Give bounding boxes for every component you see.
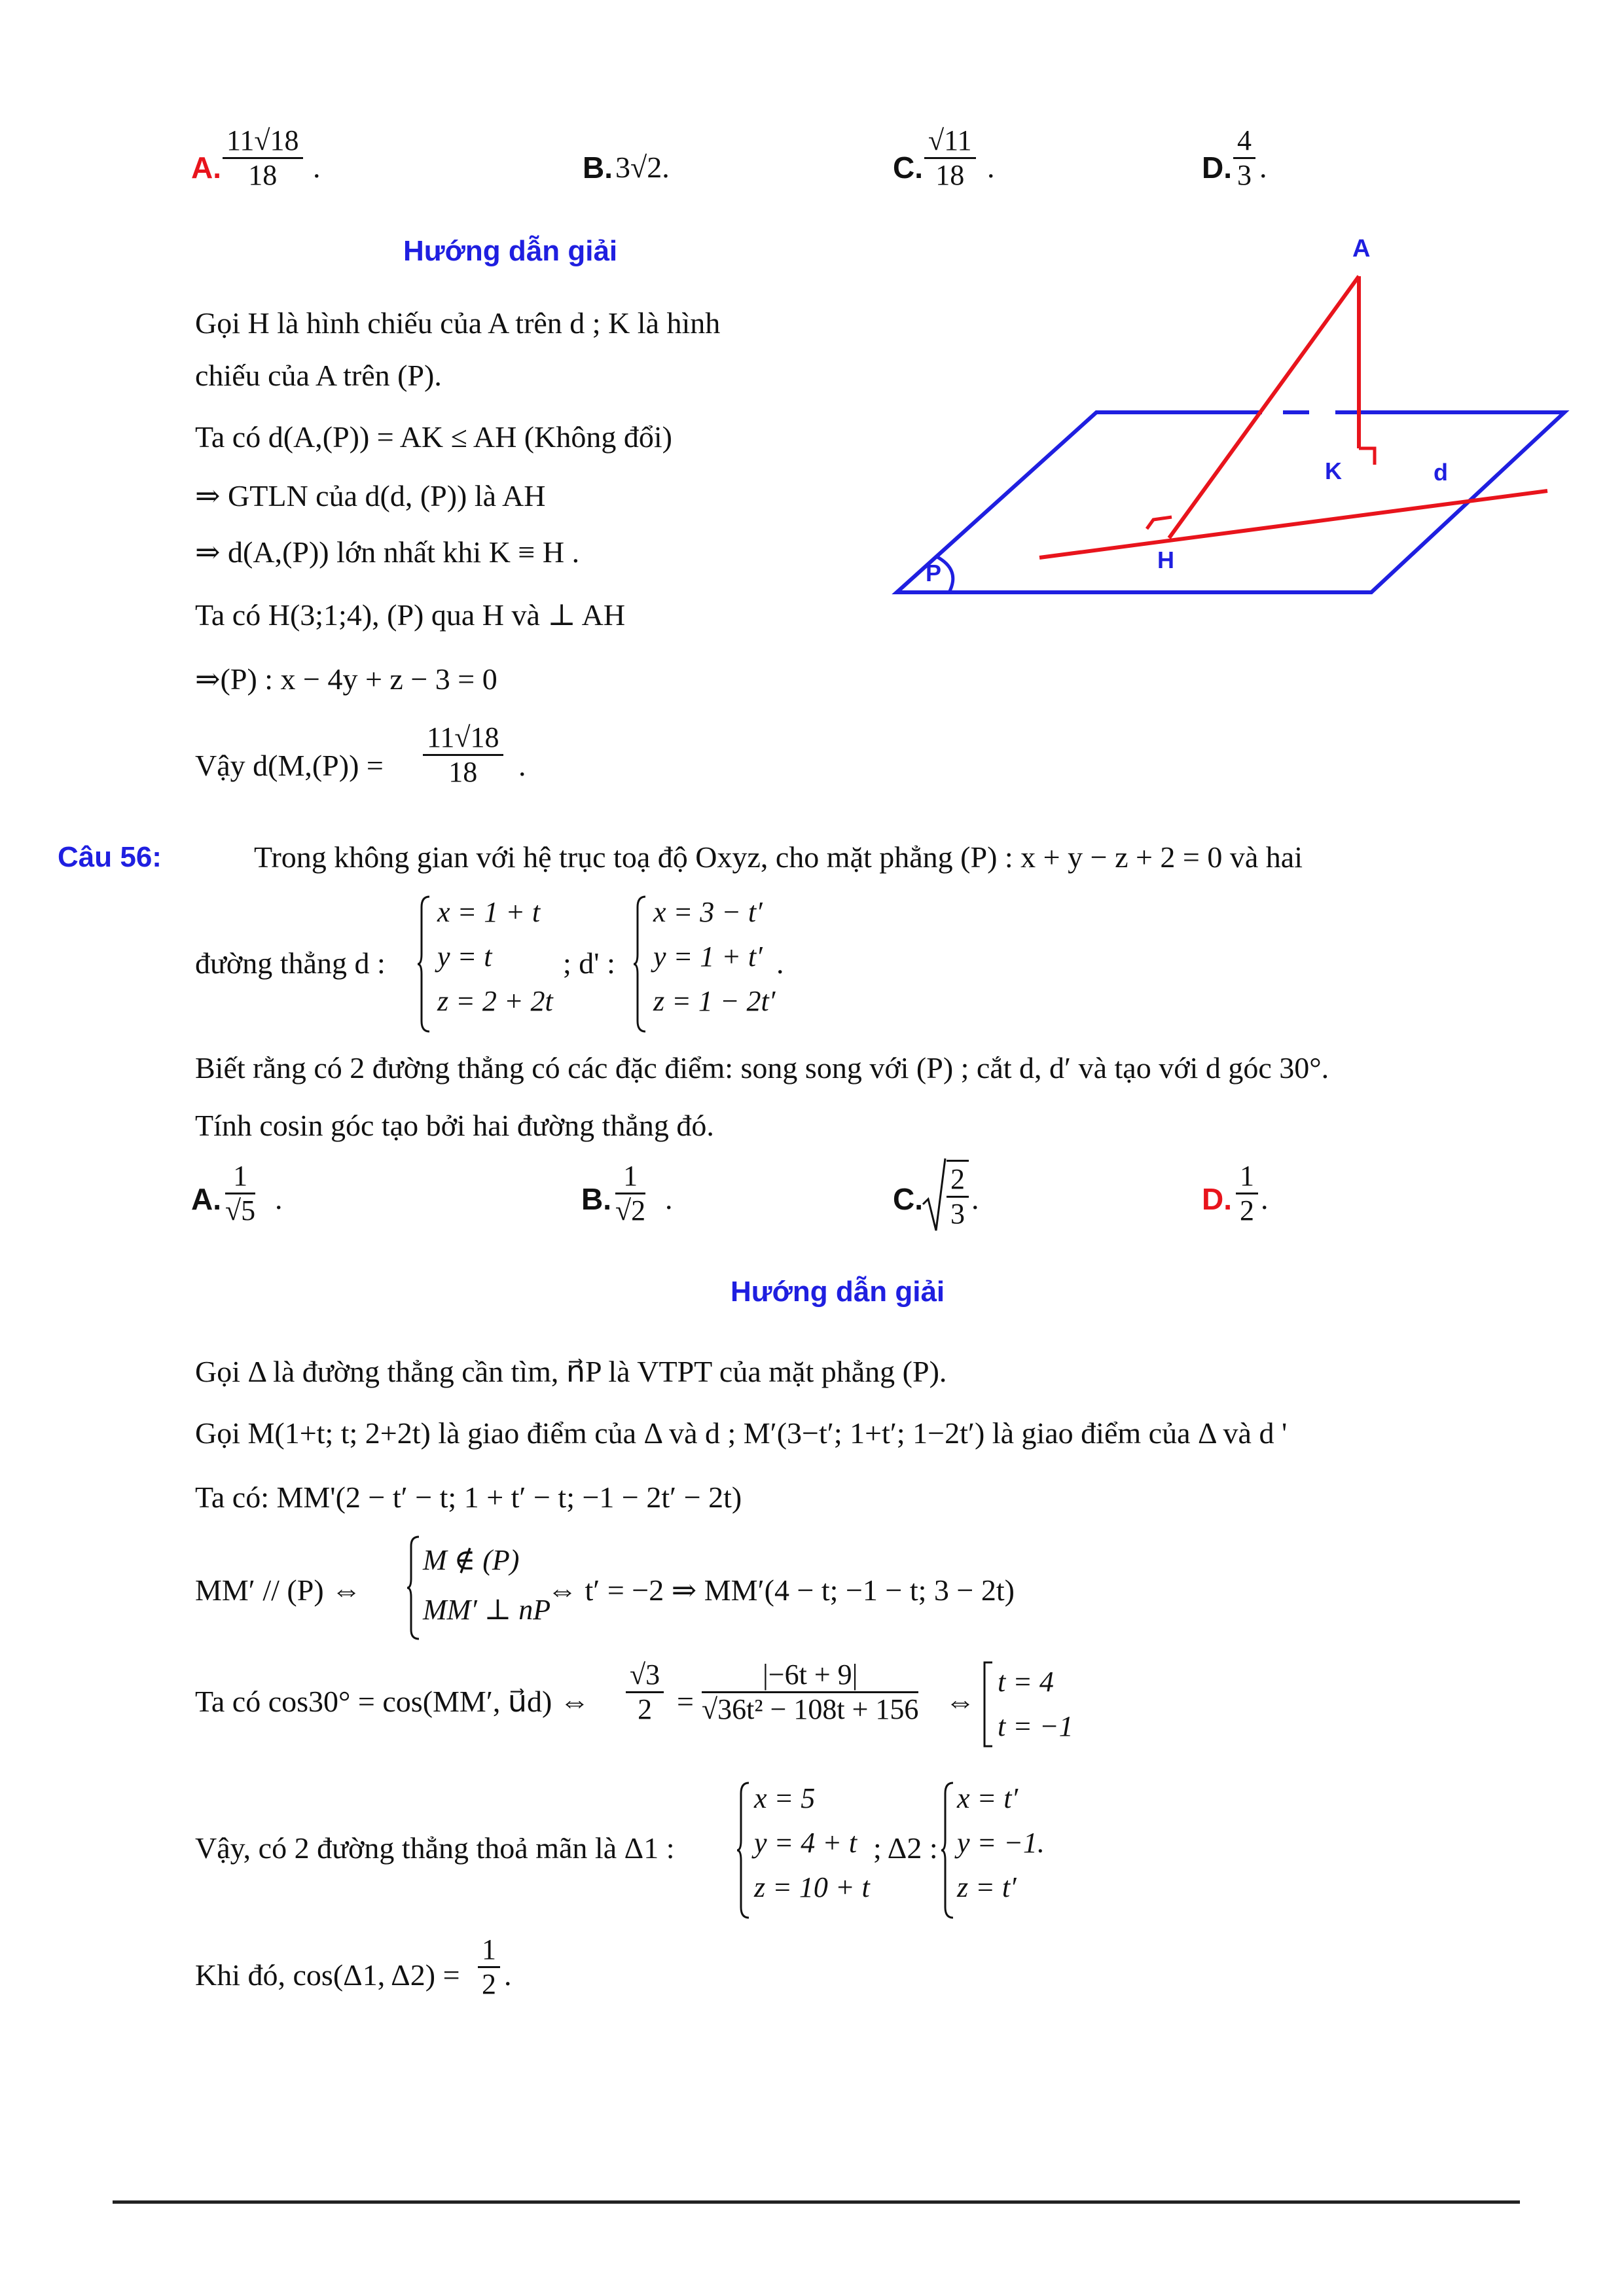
- d-eq-z: z = 2 + 2t: [437, 985, 553, 1017]
- label-d: d: [1434, 459, 1448, 486]
- q55-line-6: Ta có H(3;1;4), (P) qua H và ⊥ AH: [195, 598, 626, 632]
- q56-answer-b-letter: B.: [581, 1182, 611, 1216]
- label-h: H: [1157, 547, 1174, 573]
- sol5-frac2-num: |−6t + 9|: [762, 1659, 858, 1691]
- sol7-num: 1: [482, 1933, 496, 1965]
- q56-sol-4-suffix: ⇔ t′ = −2 ⇒ MM′(4 − t; −1 − t; 3 − 2t): [547, 1573, 1015, 1607]
- dp-system: [653, 890, 775, 1024]
- dp-brace: [632, 894, 648, 1034]
- q55-answer-a-tail: .: [313, 151, 321, 184]
- q55-answer-a-letter: A.: [191, 151, 221, 185]
- q55-line-5: ⇒ d(A,(P)) lớn nhất khi K ≡ H .: [195, 535, 580, 569]
- q55-answer-d-tail: .: [1259, 151, 1267, 184]
- q56-answer-a-dot: .: [275, 1182, 283, 1215]
- sol5-equals: =: [677, 1685, 694, 1718]
- q55-conclusion: Vậy d(M,(P)) =: [195, 749, 384, 782]
- q55-answer-b-text: 3√2.: [615, 151, 670, 184]
- q55-line-2: chiếu của A trên (P).: [195, 359, 442, 392]
- q56-answer-d-dot: .: [1261, 1182, 1269, 1215]
- q55-answer-a-den: 18: [248, 159, 278, 191]
- q56-answer-a-letter: A.: [191, 1182, 221, 1216]
- q55-answer-d-fraction: [1233, 124, 1255, 192]
- q55-figure: [890, 223, 1578, 615]
- dp-end-dot: .: [776, 946, 784, 980]
- delta1-eq-z: z = 10 + t: [754, 1871, 870, 1903]
- q56-answer-b-dot: .: [665, 1182, 673, 1215]
- right-angle-k: [1359, 448, 1375, 465]
- q56-guide-title: Hướng dẫn giải: [731, 1276, 945, 1308]
- line-d: [1039, 491, 1547, 558]
- q55-answer-c-fraction: [924, 124, 976, 192]
- delta2-system: [957, 1776, 1045, 1910]
- delta1-system: [754, 1776, 870, 1910]
- q55-answer-b-letter: B.: [583, 151, 613, 185]
- q56-line3: Tính cosin góc tạo bởi hai đường thẳng đó.: [195, 1109, 714, 1142]
- sol7-fraction: [478, 1933, 500, 2001]
- sol5-bracket: [982, 1660, 995, 1749]
- segment-ah: [1169, 276, 1359, 538]
- q55-answer-d-den: 3: [1237, 159, 1252, 191]
- q56-sol-6-prefix: Vậy, có 2 đường thẳng thoả mãn là Δ1 :: [195, 1831, 675, 1865]
- q55-conclusion-num: 11√18: [427, 721, 499, 753]
- right-angle-h: [1147, 517, 1172, 529]
- sol4-system: [423, 1535, 550, 1635]
- q56-answer-d-fraction: [1236, 1160, 1258, 1227]
- label-a: A: [1352, 235, 1371, 262]
- q56-answer-c-fraction: [947, 1160, 969, 1230]
- q55-answer-c-tail: .: [987, 151, 995, 184]
- label-p: P: [926, 560, 942, 586]
- sol4-cond-2: MM′ ⊥ nP: [423, 1594, 551, 1626]
- q56-answer-b-fraction: [615, 1160, 645, 1227]
- sol5-iff: ⇔: [945, 1685, 975, 1718]
- footer-rule: [113, 2200, 1520, 2204]
- dp-eq-y: y = 1 + t′: [653, 941, 763, 973]
- q56-sol-3: Ta có: MM'(2 − t′ − t; 1 + t′ − t; −1 − 2t′ − 2t): [195, 1480, 742, 1514]
- q56-answer-d-letter: D.: [1202, 1182, 1232, 1216]
- d-brace: [416, 894, 432, 1034]
- q56-label: Câu 56:: [58, 841, 162, 873]
- q56-sol-2: Gọi M(1+t; t; 2+2t) là giao điểm của Δ và d ; M′(3−t′; 1+t′; 1−2t′) là giao điểm của Δ và d ': [195, 1416, 1288, 1450]
- q55-line-1: Gọi H là hình chiếu của A trên d ; K là hình: [195, 306, 721, 340]
- sol5-cases: [998, 1660, 1074, 1749]
- q55-answer-a-num: 11√18: [226, 124, 299, 156]
- q55-answer-a-fraction: [223, 124, 303, 192]
- q55-answer-d-num: 4: [1237, 124, 1252, 156]
- d-system: [437, 890, 553, 1024]
- delta2-brace: [940, 1780, 956, 1920]
- q55-line-7: ⇒(P) : x − 4y + z − 3 = 0: [195, 662, 497, 696]
- delta2-eq-x: x = t′: [957, 1782, 1019, 1814]
- delta2-eq-z: z = t′: [957, 1871, 1017, 1903]
- sol4-cond-1: M ∉ (P): [423, 1544, 520, 1576]
- q55-answer-d-letter: D.: [1202, 151, 1232, 185]
- q56-sol-1: Gọi Δ là đường thẳng cần tìm, n⃗P là VTPT của mặt phẳng (P).: [195, 1355, 947, 1388]
- d-eq-y: y = t: [437, 941, 492, 973]
- q56-answer-a-num: 1: [233, 1160, 248, 1192]
- q56-answer-c-letter: C.: [893, 1182, 923, 1216]
- sol4-brace: [406, 1534, 422, 1641]
- delta1-brace: [736, 1780, 751, 1920]
- q56-answer-d-den: 2: [1240, 1194, 1254, 1227]
- q55-answer-c-num: √11: [928, 124, 972, 156]
- q56-answer-d-num: 1: [1240, 1160, 1254, 1192]
- q56-answer-c-den: 3: [950, 1198, 965, 1230]
- sol5-case-2: t = −1: [998, 1710, 1074, 1742]
- sol5-case-1: t = 4: [998, 1666, 1054, 1698]
- dp-eq-z: z = 1 − 2t′: [653, 985, 776, 1017]
- d-eq-x: x = 1 + t: [437, 896, 541, 928]
- q56-answer-b-den: √2: [615, 1194, 646, 1227]
- sol5-frac2-den: √36t² − 108t + 156: [702, 1693, 919, 1725]
- q56-intro: Trong không gian với hệ trục toạ độ Oxyz, cho mặt phẳng (P) : x + y − z + 2 = 0 và hai: [254, 840, 1303, 874]
- q56-answer-b-num: 1: [623, 1160, 638, 1192]
- dp-eq-x: x = 3 − t′: [653, 896, 763, 928]
- q56-answer-a-fraction: [225, 1160, 255, 1227]
- q56-sol-4-prefix: MM′ // (P) ⇔: [195, 1573, 362, 1607]
- q56-line2: Biết rằng có 2 đường thẳng có các đặc điểm: song song với (P) ; cắt d, d′ và tạo với d góc 30°.: [195, 1051, 1329, 1085]
- q55-guide-title: Hướng dẫn giải: [403, 235, 618, 267]
- q56-answer-a-den: √5: [225, 1194, 256, 1227]
- sol5-frac2: [702, 1659, 918, 1726]
- q56-lines-prefix: đường thẳng d :: [195, 946, 386, 980]
- delta1-eq-y: y = 4 + t: [754, 1827, 857, 1859]
- sol5-frac1-num: √3: [630, 1659, 660, 1691]
- q55-conclusion-fraction: [423, 721, 503, 789]
- sol5-frac1-den: 2: [638, 1693, 653, 1725]
- sol7-dot: .: [504, 1958, 512, 1992]
- q56-answer-c-radical: [922, 1156, 948, 1234]
- delta1-eq-x: x = 5: [754, 1782, 816, 1814]
- q55-conclusion-dot: .: [518, 749, 526, 782]
- q55-answer-c-den: 18: [935, 159, 965, 191]
- q55-answer-c-letter: C.: [893, 151, 923, 185]
- sol7-den: 2: [482, 1968, 496, 2000]
- dp-label: ; d' :: [563, 946, 615, 980]
- delta2-eq-y: y = −1.: [957, 1827, 1045, 1859]
- q55-line-3: Ta có d(A,(P)) = AK ≤ AH (Không đổi): [195, 420, 672, 454]
- q56-sol-5-prefix: Ta có cos30° = cos(MM′, u⃗d) ⇔: [195, 1685, 590, 1718]
- q56-sol-7-prefix: Khi đó, cos(Δ1, Δ2) =: [195, 1958, 460, 1992]
- q56-answer-c-num: 2: [950, 1163, 965, 1195]
- q55-conclusion-den: 18: [448, 756, 478, 788]
- q55-line-4: ⇒ GTLN của d(d, (P)) là AH: [195, 479, 546, 512]
- q56-answer-c-dot: .: [971, 1182, 979, 1215]
- delta2-label: ; Δ2 :: [873, 1831, 938, 1865]
- label-k: K: [1325, 457, 1342, 484]
- sol5-frac1: [626, 1659, 664, 1726]
